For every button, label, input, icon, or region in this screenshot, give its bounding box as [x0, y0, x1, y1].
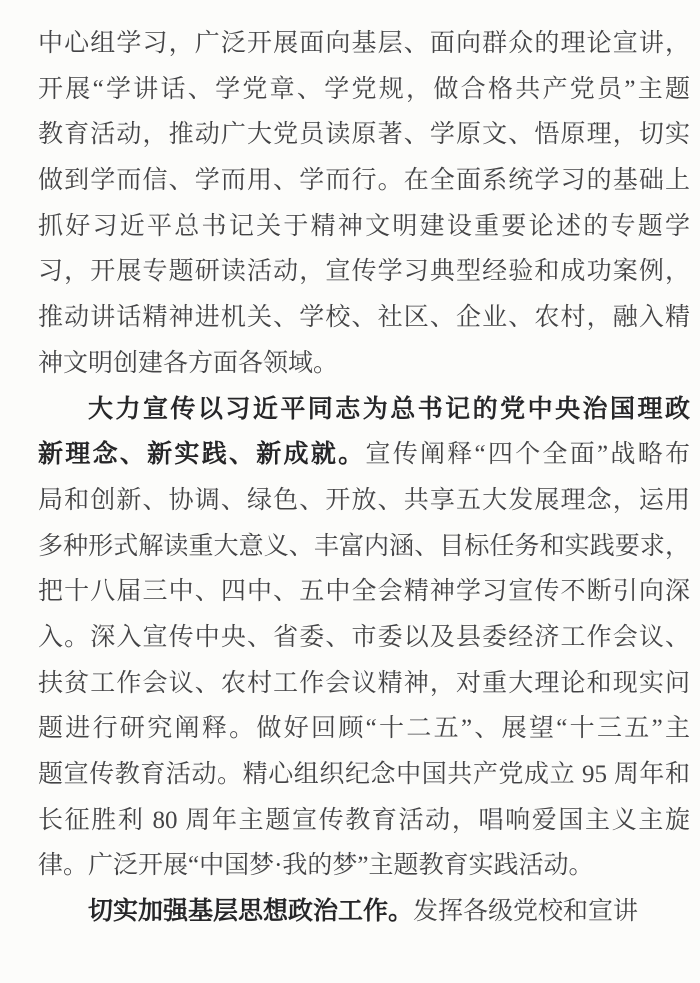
text-run: 中心组学习，广泛开展面向基层、面向群众的理论宣讲， [38, 30, 690, 57]
text-run: 把十八届三中、四中、五中全会精神学习宣传不断引向深 [38, 578, 690, 606]
text-run: 题进行研究阐释。做好回顾“十二五”、展望“十三五”主 [38, 715, 690, 743]
text-run: 题宣传教育活动。精心组织纪念中国共产党成立 95 周年和 [38, 761, 690, 788]
text-line [38, 615, 690, 661]
text-line [38, 478, 690, 524]
text-run: 多种形式解读重大意义、丰富内涵、目标任务和实践要求， [38, 532, 690, 560]
bold-text-run: 切实加强基层思想政治工作。 [88, 898, 414, 926]
text-line [38, 67, 690, 113]
text-line [38, 204, 690, 250]
bold-text-run: 新理念、新实践、新成就。 [38, 441, 366, 469]
text-line [38, 21, 690, 67]
text-run: 律。广泛开展“中国梦·我的梦”主题教育实践活动。 [38, 852, 594, 880]
text-run: 宣传阐释“四个全面”战略布 [365, 441, 690, 469]
document-body [38, 21, 690, 935]
text-run: 习，开展专题研读活动，宣传学习典型经验和成功案例， [38, 258, 690, 286]
text-run: 抓好习近平总书记关于精神文明建设重要论述的专题学 [38, 212, 690, 240]
text-line [38, 249, 690, 295]
text-line [38, 524, 690, 570]
text-run: 入。深入宣传中央、省委、市委以及县委经济工作会议、 [38, 623, 690, 651]
text-line [38, 158, 690, 204]
text-line [38, 569, 690, 615]
text-line [38, 843, 690, 889]
text-line [38, 706, 690, 752]
text-run: 局和创新、协调、绿色、开放、共享五大发展理念，运用 [38, 486, 690, 514]
bold-text-run: 大力宣传以习近平同志为总书记的党中央治国理政 [88, 395, 690, 423]
text-run: 教育活动，推动广大党员读原著、学原文、悟原理，切实 [38, 121, 690, 149]
text-line [38, 752, 690, 798]
text-run: 神文明创建各方面各领域。 [38, 349, 339, 377]
text-run: 推动讲话精神进机关、学校、社区、企业、农村，融入精 [38, 304, 690, 332]
text-line [38, 661, 690, 707]
text-run: 长征胜利 80 周年主题宣传教育活动，唱响爱国主义主旋 [38, 806, 690, 834]
text-line [38, 112, 690, 158]
text-line [38, 341, 690, 387]
text-line [38, 889, 690, 935]
text-line [38, 387, 690, 433]
text-run: 做到学而信、学而用、学而行。在全面系统学习的基础上 [38, 167, 690, 195]
text-run: 扶贫工作会议、农村工作会议精神，对重大理论和现实问 [38, 669, 690, 697]
text-run: 发挥各级党校和宣讲 [413, 898, 639, 926]
text-run: 开展“学讲话、学党章、学党规，做合格共产党员”主题 [38, 75, 690, 103]
text-line [38, 295, 690, 341]
text-line [38, 798, 690, 844]
text-line [38, 432, 690, 478]
